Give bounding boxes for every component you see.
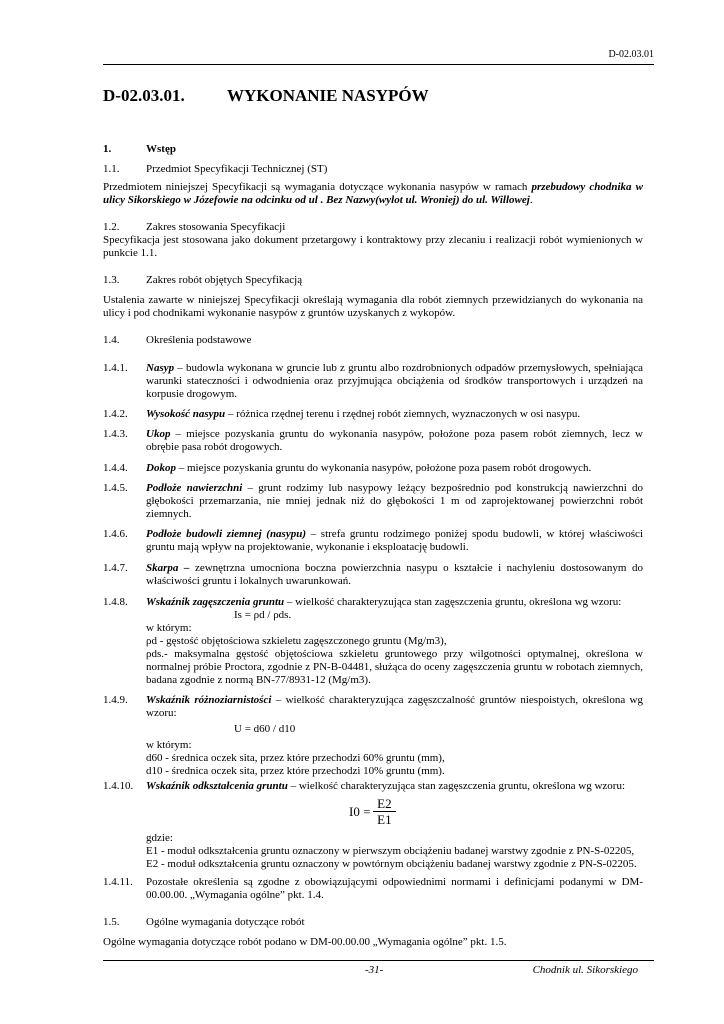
definition-1-4-1: 1.4.1. Nasyp – budowla wykonana w gruncie lub z gruntu albo rozdrobnionych odpadów przemysłowych, spełniająca warunki stateczności i odwodnienia oraz przyjmująca obciążenia od środków transportowych i urządzeń na korpusie drogowym. [103, 362, 643, 400]
title-number: D-02.03.01. [103, 86, 185, 105]
header-rule [103, 64, 654, 65]
footer-rule [103, 960, 654, 961]
section-1-1-heading: 1.1. Przedmiot Specyfikacji Technicznej (ST) [103, 163, 328, 175]
section-1-1-text: Przedmiotem niniejszej Specyfikacji są wymagania dotyczące wykonania nasypów w ramach przebudowy chodnika w ulicy Sikorskiego w Józefowie na odcinku od ul . Bez Nazwy(wylot ul. Wroniej) do ul. Willowej. [103, 181, 643, 206]
section-1-2-heading: 1.2. Zakres stosowania Specyfikacji [103, 221, 286, 233]
page-number: -31- [365, 964, 384, 976]
definition-1-4-11: 1.4.11. Pozostałe określenia są zgodne z obowiązującymi odpowiednimi normami i definicjami podanymi w DM-00.00.00. „Wymagania ogólne” pkt. 1.4. [103, 876, 643, 901]
formula-def-line: E2 - moduł odkształcenia gruntu oznaczony w powtórnym obciążeniu badanej warstwy zgodnie z PN-S-02205. [146, 858, 637, 870]
footer-title: Chodnik ul. Sikorskiego [532, 964, 638, 976]
formula-i0: I0 = $\frac{E2}{E1}$ [146, 796, 643, 830]
definition-1-4-5: 1.4.5. Podłoże nawierzchni – grunt rodzimy lub nasypowy leżący bezpośrednio pod konstrukcją nawierzchni do głębokości przemarzania, nie mniej jednak niż do głębokości 1 m od zaprojektowanej powierzchni robót ziemnych. [103, 482, 644, 520]
formula-is: Is = ρd / ρds. [234, 609, 292, 621]
definition-1-4-6: 1.4.6. Podłoże budowli ziemnej (nasypu) – strefa gruntu rodzimego poniżej spodu budowli, w której właściwości gruntu mają wpływ na projektowanie, wykonanie i eksploatację budowli. [103, 528, 643, 553]
definition-1-4-3: 1.4.3. Ukop – miejsce pozyskania gruntu do wykonania nasypów, położone poza pasem robót ziemnych, lecz w obrębie pasa robót drogowych. [103, 428, 643, 453]
header-code: D-02.03.01 [608, 49, 654, 60]
where-label: gdzie: [146, 832, 173, 844]
formula-def-line: d60 - średnica oczek sita, przez które przechodzi 60% gruntu (mm), [146, 752, 445, 764]
section-1-3-heading: 1.3. Zakres robót objętych Specyfikacją [103, 274, 303, 286]
formula-def-line: d10 - średnica oczek sita, przez które przechodzi 10% gruntu (mm). [146, 765, 445, 777]
where-label: w którym: [146, 622, 192, 634]
section-1-5-text: Ogólne wymagania dotyczące robót podano w DM-00.00.00 „Wymagania ogólne” pkt. 1.5. [103, 936, 507, 948]
formula-u: U = d60 / d10 [234, 723, 296, 735]
definition-1-4-4: 1.4.4. Dokop – miejsce pozyskania gruntu do wykonania nasypów, położone poza pasem robót drogowych. [103, 462, 592, 474]
page-title [103, 86, 429, 106]
section-1-3-text: Ustalenia zawarte w niniejszej Specyfikacji określają wymagania dla robót ziemnych przewidzianych do wykonania na ulicy i pod chodnikami wykonanie nasypów z gruntów uzyskanych z wykopów. [103, 294, 643, 319]
section-1-4-heading: 1.4. Określenia podstawowe [103, 334, 252, 346]
formula-def-line: E1 - moduł odkształcenia gruntu oznaczony w pierwszym obciążeniu badanej warstwy zgodnie z PN-S-02205, [146, 845, 635, 857]
definition-1-4-8: 1.4.8. Wskaźnik zagęszczenia gruntu – wielkość charakteryzująca stan zagęszczenia gruntu, określona wg wzoru: Is = ρd / ρds. w którym: ρd - gęstość objętościowa szkieletu zagęszczonego gruntu (Mg/m3), ρds.- maksymalna gęstość objętościowa szkieletu gruntowego przy wilgotności optymalnej, określona w normalnej próbie Proctora, zgodnie z PN-B-04481, służąca do oceny zagęszczenia gruntu w robotach ziemnych, badana zgodnie z normą BN-77/8931-12 (Mg/m3). [103, 596, 643, 686]
definition-1-4-9: 1.4.9. Wskaźnik różnoziarnistości – wielkość charakteryzująca zagęszczalność gruntów niespoistych, określona wg wzoru: U = d60 / d10 w którym: d60 - średnica oczek sita, przez które przechodzi 60% gruntu (mm), d10 - średnica oczek sita, przez które przechodzi 10% gruntu (mm). [103, 694, 643, 777]
section-1-heading: 1. Wstęp [103, 143, 176, 155]
definition-1-4-2: 1.4.2. Wysokość nasypu – różnica rzędnej terenu i rzędnej robót ziemnych, wyznaczonych w osi nasypu. [103, 408, 581, 420]
section-1-5-heading: 1.5. Ogólne wymagania dotyczące robót [103, 916, 305, 928]
formula-def-line: ρd - gęstość objętościowa szkieletu zagęszczonego gruntu (Mg/m3), [146, 635, 447, 647]
where-label: w którym: [146, 739, 192, 751]
title-name: WYKONANIE NASYPÓW [227, 86, 429, 105]
definition-1-4-7: 1.4.7. Skarpa – zewnętrzna umocniona boczna powierzchnia nasypu o kształcie i nachyleniu dostosowanym do właściwości gruntu i lokalnych uwarunkowań. [103, 562, 643, 587]
definition-1-4-10: 1.4.10. Wskaźnik odkształcenia gruntu – wielkość charakteryzująca stan zagęszczenia gruntu, określona wg wzoru: I0 = $\frac{E2}{E1}$ gdzie: E1 - moduł odkształcenia gruntu oznaczony w pierwszym obciążeniu badanej warstwy zgodnie z PN-S-02205, E2 - moduł odkształcenia gruntu oznaczony w powtórnym obciążeniu badanej warstwy zgodnie z PN-S-02205. [103, 780, 643, 871]
section-1-2-text: Specyfikacja jest stosowana jako dokument przetargowy i kontraktowy przy zlecaniu i realizacji robót wymienionych w punkcie 1.1. [103, 234, 643, 259]
formula-def-line: ρds.- maksymalna gęstość objętościowa szkieletu gruntowego przy wilgotności optymalnej, określona w normalnej próbie Proctora, zgodnie z PN-B-04481, służąca do oceny zagęszczenia gruntu w robotach ziemnych, badana zgodnie z normą BN-77/8931-12 (Mg/m3). [146, 648, 643, 686]
